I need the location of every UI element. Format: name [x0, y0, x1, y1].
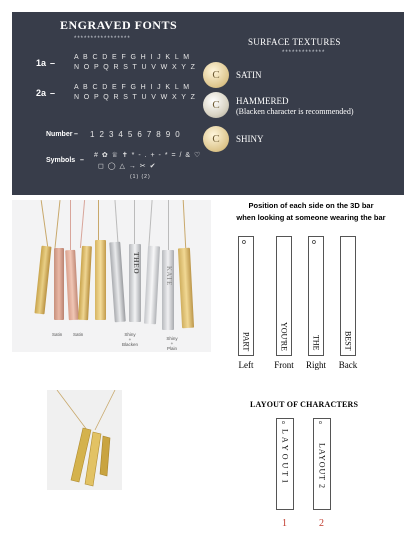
hammered-note: (Blacken character is recommended) [236, 107, 354, 116]
satin-texture-disc: C [203, 62, 229, 88]
bar-ring-icon: o [319, 420, 322, 426]
symbols-line2: ◻ ◯ △ → ✂ ✔ [98, 163, 157, 170]
font-2a-dash: – [50, 88, 56, 98]
chain [54, 200, 60, 248]
gold-bar-satin [34, 246, 51, 315]
satin-label: SATIN [236, 70, 262, 80]
hammered-texture-disc: C [203, 92, 229, 118]
layout-of-characters-title: LAYOUT OF CHARACTERS [250, 400, 359, 409]
rose-bar [65, 250, 79, 320]
symbols-line3: (1) (2) [130, 174, 151, 180]
layout-number-2: 2 [319, 518, 324, 529]
bar-side-word: THE [311, 335, 321, 351]
bar-position-title [211, 200, 411, 224]
bar-side-word: YOU'RE [279, 322, 289, 351]
chain [114, 200, 118, 244]
layout-bar-1 [276, 418, 294, 510]
layout-bar-text: LAYOUT 2 [317, 443, 327, 490]
silver-bar-plain [144, 246, 160, 325]
bar-position-title-line1: Position of each side on the 3D bar [248, 201, 374, 210]
chain [70, 200, 71, 250]
chain [80, 200, 85, 248]
side-label-left: Left [238, 360, 254, 370]
font-2a-line2: N O P Q R S T U V W X Y Z [74, 94, 197, 101]
layout-number-1: 1 [282, 518, 287, 529]
bar-side-word: PART [241, 331, 251, 351]
font-1a-dash: – [50, 58, 56, 68]
chain [134, 200, 135, 248]
font-2a-line1: A B C D E F G H I J K L M [74, 84, 191, 91]
caption-satin-2: Satin [73, 332, 84, 337]
number-values: 1 2 3 4 5 6 7 8 9 0 [90, 130, 182, 139]
font-2a-label: 2a [36, 88, 47, 98]
layout-bar-text: LAYOUT1 [280, 429, 290, 487]
bar-side-word: BEST [343, 331, 353, 351]
bar-necklaces-photo [12, 200, 211, 352]
side-label-right: Right [305, 360, 326, 370]
hammered-label: HAMMERED [236, 96, 289, 106]
gold-bar-hammered [178, 248, 194, 329]
font-1a-line1: A B C D E F G H I J K L M [74, 54, 191, 61]
number-label: Number [46, 131, 73, 138]
side-label-front: Front [274, 360, 294, 370]
caption-shiny-plain: Shiny + Plain [166, 336, 178, 351]
bar-side-back [340, 236, 356, 356]
font-1a-label: 1a [36, 58, 47, 68]
layout-bar-2 [313, 418, 331, 510]
shiny-label: SHINY [236, 134, 264, 144]
symbols-dash: – [80, 157, 84, 164]
gold-bar [78, 246, 92, 320]
surface-textures-divider: ************* [282, 50, 326, 56]
bar-engraving-kate: KATE [165, 266, 173, 286]
number-dash: – [74, 131, 78, 138]
silver-bar-kate [162, 250, 174, 330]
chain [148, 200, 152, 246]
rose-bar-satin [54, 248, 64, 320]
shiny-texture-disc: C [203, 126, 229, 152]
caption-shiny-blacken: Shiny + Blacken [121, 332, 138, 347]
bar-side-left [238, 236, 254, 356]
bar-ring-icon: o [312, 239, 316, 246]
bar-position-title-line2: when looking at someone wearing the bar [236, 213, 386, 222]
engraving-info-panel [12, 12, 404, 195]
three-bars-graphic [47, 390, 122, 490]
bar-engraving-theo: THEO [132, 252, 140, 275]
chain [168, 200, 169, 254]
font-1a-line2: N O P Q R S T U V W X Y Z [74, 64, 197, 71]
symbols-line1: # ✿ ♕ ✝ * - . + - * = / & ♡ [94, 152, 202, 159]
caption-satin-1: Satin [52, 332, 63, 337]
surface-textures-title: SURFACE TEXTURES [248, 37, 341, 47]
bar-ring-icon: o [242, 239, 246, 246]
bar-side-front [276, 236, 292, 356]
engraved-fonts-divider: ***************** [74, 36, 131, 42]
silver-bar-shiny-blacken [109, 242, 126, 323]
gold-bar [95, 240, 106, 320]
symbols-label: Symbols [46, 157, 76, 164]
chain [98, 200, 99, 244]
chain [183, 200, 187, 250]
chain [41, 200, 49, 248]
engraved-fonts-title: ENGRAVED FONTS [60, 18, 178, 32]
three-bar-necklace-photo [47, 390, 122, 490]
bar-side-right [308, 236, 324, 356]
bar-ring-icon: o [282, 420, 285, 426]
side-label-back: Back [338, 360, 358, 370]
